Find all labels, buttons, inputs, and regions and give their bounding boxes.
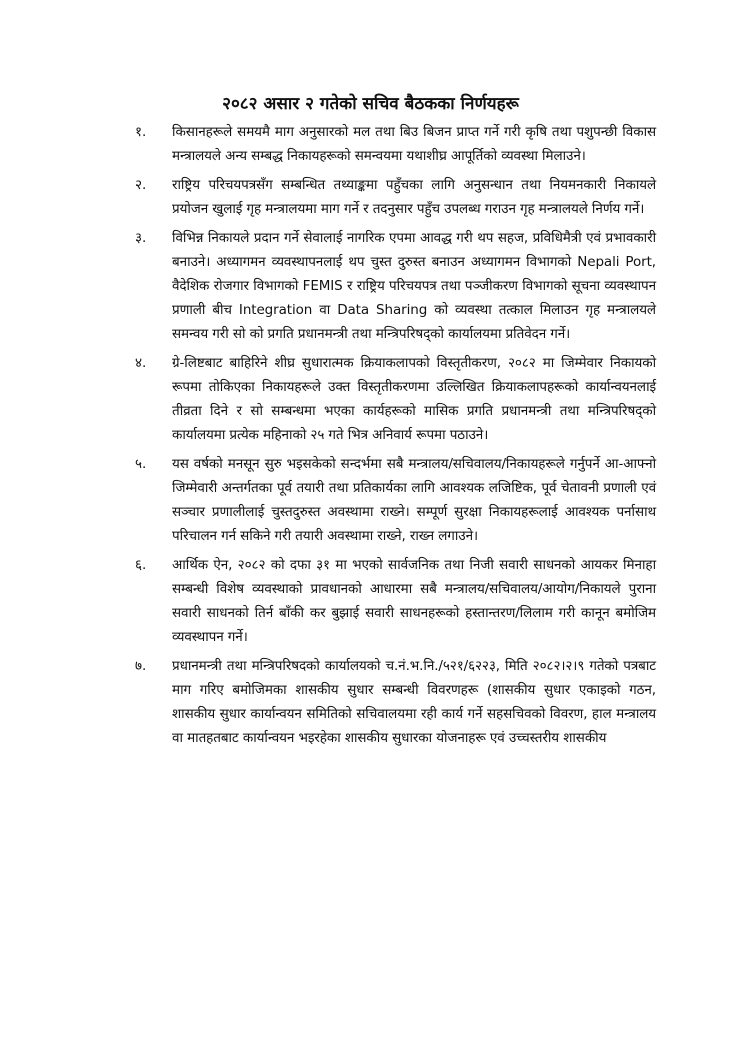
item-text: आर्थिक ऐन, २०८२ को दफा ३१ मा भएको सार्वजनिक तथा निजी सवारी साधनको आयकर मिनाहा सम्बन्धी विशेष व्यवस्थाको प्रावधानको आधारमा सबै मन्त्रालय/सचिवालय/आयोग/निकायले पुराना सवारी साधनको तिर्न बाँकी कर बुझाई सवारी साधनहरूको हस्तान्तरण/लिलाम गरी कानून बमोजिम व्यवस्थापन गर्ने। <box>172 557 656 645</box>
item-text: यस वर्षको मनसून सुरु भइसकेको सन्दर्भमा सबै मन्त्रालय/सचिवालय/निकायहरूले गर्नुपर्ने आ-आफ्नो जिम्मेवारी अन्तर्गतका पूर्व तयारी तथा प्रतिकार्यका लागि आवश्यक लजिष्टिक, पूर्व चेतावनी प्रणाली एवं सञ्चार प्रणालीलाई चुस्तदुरुस्त अवस्थामा राख्ने। सम्पूर्ण सुरक्षा निकायहरूलाई आवश्यक पर्नासाथ परिचालन गर्न सकिने गरी तयारी अवस्थामा राख्ने, राख्न लगाउने। <box>172 456 656 544</box>
decision-item-5 <box>0 452 741 548</box>
item-number: १. <box>135 124 147 140</box>
item-number: ३. <box>135 230 147 246</box>
decision-item-1 <box>0 120 741 168</box>
item-number: ६. <box>135 557 147 573</box>
decision-item-2 <box>0 173 741 221</box>
item-number: ५. <box>135 456 147 472</box>
item-number: ७. <box>135 658 147 674</box>
item-number: २. <box>135 177 147 193</box>
decision-item-7 <box>0 654 741 750</box>
decision-list <box>0 120 741 755</box>
decision-item-3 <box>0 226 741 346</box>
item-text: प्रधानमन्त्री तथा मन्त्रिपरिषदको कार्यालयको च.नं.भ.नि./५२१/६२२३, मिति २०८२।२।९ गतेको पत्रबाट माग गरिए बमोजिमका शासकीय सुधार सम्बन्धी विवरणहरू (शासकीय सुधार एकाइको गठन, शासकीय सुधार कार्यान्वयन समितिको सचिवालयमा रही कार्य गर्ने सहसचिवको विवरण, हाल मन्त्रालय वा मातहतबाट कार्यान्वयन भइरहेका शासकीय सुधारका योजनाहरू एवं उच्चस्तरीय शासकीय <box>172 658 656 746</box>
item-text: विभिन्न निकायले प्रदान गर्ने सेवालाई नागरिक एपमा आवद्ध गरी थप सहज, प्रविधिमैत्री एवं प्रभावकारी बनाउने। अध्यागमन व्यवस्थापनलाई थप चुस्त दुरुस्त बनाउन अध्यागमन विभागको Nepali Port, वैदेशिक रोजगार विभागको FEMIS र राष्ट्रिय परिचयपत्र तथा पञ्जीकरण विभागको सूचना व्यवस्थापन प्रणाली बीच Integration वा Data Sharing को व्यवस्था तत्काल मिलाउन गृह मन्त्रालयले समन्वय गरी सो को प्रगति प्रधानमन्त्री तथा मन्त्रिपरिषद्को कार्यालयमा प्रतिवेदन गर्ने। <box>172 230 656 342</box>
item-text: किसानहरूले समयमै माग अनुसारको मल तथा बिउ बिजन प्राप्त गर्ने गरी कृषि तथा पशुपन्छी विकास मन्त्रालयले अन्य सम्बद्ध निकायहरूको समन्वयमा यथाशीघ्र आपूर्तिको व्यवस्था मिलाउने। <box>172 124 656 164</box>
decision-item-4 <box>0 351 741 447</box>
item-number: ४. <box>135 355 147 371</box>
item-text: राष्ट्रिय परिचयपत्रसँग सम्बन्धित तथ्याङ्कमा पहुँचका लागि अनुसन्धान तथा नियमनकारी निकायले प्रयोजन खुलाई गृह मन्त्रालयमा माग गर्ने र तदनुसार पहुँच उपलब्ध गराउन गृह मन्त्रालयले निर्णय गर्ने। <box>172 177 656 217</box>
decision-item-6 <box>0 553 741 649</box>
item-text: ग्रे-लिष्टबाट बाहिरिने शीघ्र सुधारात्मक क्रियाकलापको विस्तृतीकरण, २०८२ मा जिम्मेवार निकायको रूपमा तोकिएका निकायहरूले उक्त विस्तृतीकरणमा उल्लिखित क्रियाकलापहरूको कार्यान्वयनलाई तीव्रता दिने र सो सम्बन्धमा भएका कार्यहरूको मासिक प्रगति प्रधानमन्त्री तथा मन्त्रिपरिषद्को कार्यालयमा प्रत्येक महिनाको २५ गते भित्र अनिवार्य रूपमा पठाउने। <box>172 355 656 443</box>
document-title: २०८२ असार २ गतेको सचिव बैठकका निर्णयहरू <box>222 94 519 114</box>
